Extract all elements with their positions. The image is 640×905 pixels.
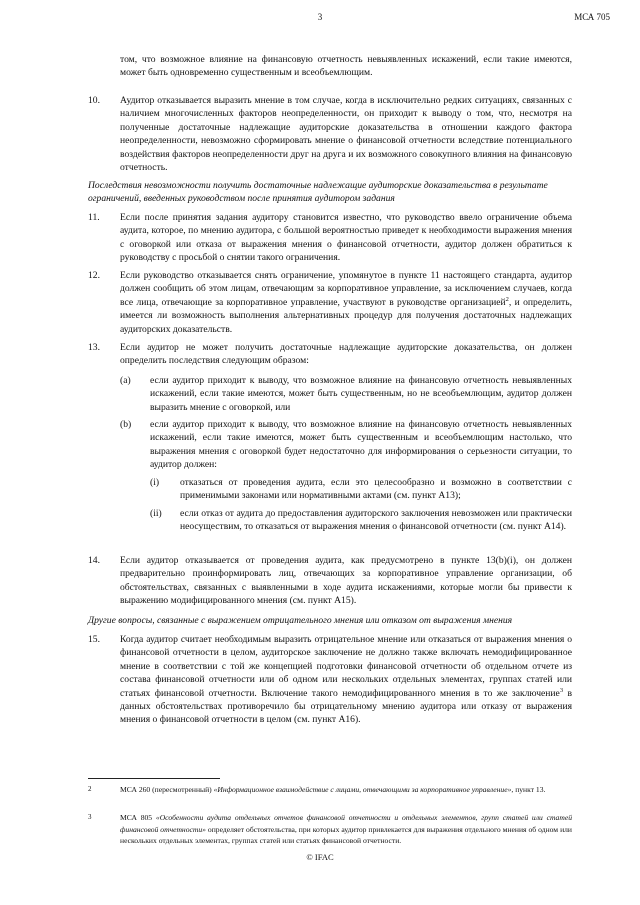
paragraph-15: Когда аудитор считает необходимым выразить отрицательное мнение или отказаться от выражения мнения о финансовой отчетности в целом, аудиторское заключение не должно также включать немодифицированное мнение в соответствии с той же концепцией подготовки финансовой отчетности об отдельном отчете из состава финансовой отчетности или об одном или нескольких отдельных элементах, группах статей или статьях финансовой отчетности. Включение такого немодифицированного мнения в то же заключение$^3$ в данных обстоятельствах противоречило бы отрицательному мнению аудитора или отказу от выражения мнения о финансовой отчетности в целом (см. пункт А16). [120, 634, 572, 726]
page-number: 3 [317, 12, 323, 22]
subitem-i-text: отказаться от проведения аудита, если это целесообразно и возможно в соответствии с применимыми законами или нормативными актами (см. пункт А13); [180, 477, 572, 502]
item-a-text: если аудитор приходит к выводу, что возможное влияние на финансовую отчетность невыявленных искажений, если такие имеются, может быть существенным, но не всеобъемлющим, аудитор должен выразить мнение с оговоркой, или [150, 375, 572, 413]
footnote-ref-2[interactable]: 2 [505, 295, 509, 303]
paragraph-10-number: 10. [88, 95, 100, 106]
paragraph-15-number: 15. [88, 634, 100, 645]
footnote-3-number: 3 [88, 813, 92, 821]
item-b-label: (b) [120, 419, 132, 430]
paragraph-11-number: 11. [88, 212, 100, 223]
paragraph-9-continuation: том, что возможное влияние на финансовую отчетность невыявленных искажений, если такие имеются, может быть одновременно существенным и всеобъемлющим. [120, 54, 572, 79]
paragraph-10: Аудитор отказывается выразить мнение в том случае, когда в исключительно редких ситуациях, связанных с наличием многочисленных факторов неопределенности, он приходит к выводу о том, что, несмотря на полученные достаточные надлежащие аудиторские доказательства в отношении каждого фактора неопределенности, невозможно сформировать мнение о финансовой отчетности вследствие потенциального воздействия факторов неопределенности друг на друга и их возможного совокупного влияния на финансовую отчетность. [120, 95, 572, 174]
footer-copyright: © IFAC [306, 852, 334, 862]
subitem-ii-text: если отказ от аудита до предоставления аудиторского заключения невозможен или практически неосуществим, то отказаться от выражения мнения о финансовой отчетности (см. пункт А14). [180, 508, 572, 533]
paragraph-13-intro: Если аудитор не может получить достаточные надлежащие аудиторские доказательства, он должен определить последствия следующим образом: [120, 342, 572, 367]
paragraph-14: Если аудитор отказывается от проведения аудита, как предусмотрено в пункте 13(b)(i), он должен предварительно проинформировать лиц, отвечающих за корпоративное управление организации, об обстоятельствах, связанных с выявленными в ходе аудита искажениями, которые могли бы привести к выражению модифицированного мнения (см. пункт А15). [120, 555, 572, 607]
footnote-3: МСА 805 «Особенности аудита отдельных отчетов финансовой отчетности и отдельных элементов, групп статей или статей финансовой отчетности» определяет обстоятельства, при которых аудитор привлекается для выражения отдельного мнения об одном или нескольких отдельных элементах, группах статей или статьях финансовой отчетности. [120, 813, 572, 845]
footnote-separator [88, 778, 220, 779]
footnote-2: МСА 260 (пересмотренный) «Информационное взаимодействие с лицами, отвечающими за корпоративное управление», пункт 13. [120, 785, 546, 794]
section-heading-other-matters: Другие вопросы, связанные с выражением отрицательного мнения или отказом от выражения мнения [88, 615, 513, 626]
footnote-2-number: 2 [88, 785, 92, 793]
subitem-ii-label: (ii) [150, 508, 162, 519]
paragraph-12-number: 12. [88, 270, 100, 281]
paragraph-14-number: 14. [88, 555, 100, 566]
item-a-label: (a) [120, 375, 131, 386]
item-b-text: если аудитор приходит к выводу, что возможное влияние на финансовую отчетность невыявленных искажений, если такие имеются, может быть существенным и всеобъемлющим настолько, что выражения мнения с оговоркой будет недостаточно для информирования о серьезности ситуации, то аудитор должен: [150, 419, 572, 471]
paragraph-13-number: 13. [88, 342, 100, 353]
section-heading-limitation: Последствия невозможности получить достаточные надлежащие аудиторские доказательства в результате ограничений, введенных руководством после принятия аудитором задания [88, 180, 548, 205]
paragraph-12: Если руководство отказывается снять ограничение, упомянутое в пункте 11 настоящего стандарта, аудитор должен сообщить об этом лицам, отвечающим за корпоративное управление, за исключением случаев, когда все лица, отвечающие за корпоративное управление, участвуют в руководстве организацией$^2$, и определить, имеется ли возможность выполнения альтернативных процедур для получения достаточных надлежащих аудиторских доказательств. [120, 270, 572, 335]
subitem-i-label: (i) [150, 477, 160, 488]
paragraph-11: Если после принятия задания аудитору становится известно, что руководство ввело ограничение объема аудита, которое, по мнению аудитора, с большой вероятностью приведет к необходимости выражения мнения с оговоркой или отказа от выражения мнения о финансовой отчетности, аудитор должен обратиться к руководству с просьбой о снятии такого ограничения. [120, 212, 572, 264]
document-code: МСА 705 [574, 12, 610, 22]
footnote-ref-3[interactable]: 3 [559, 686, 564, 694]
